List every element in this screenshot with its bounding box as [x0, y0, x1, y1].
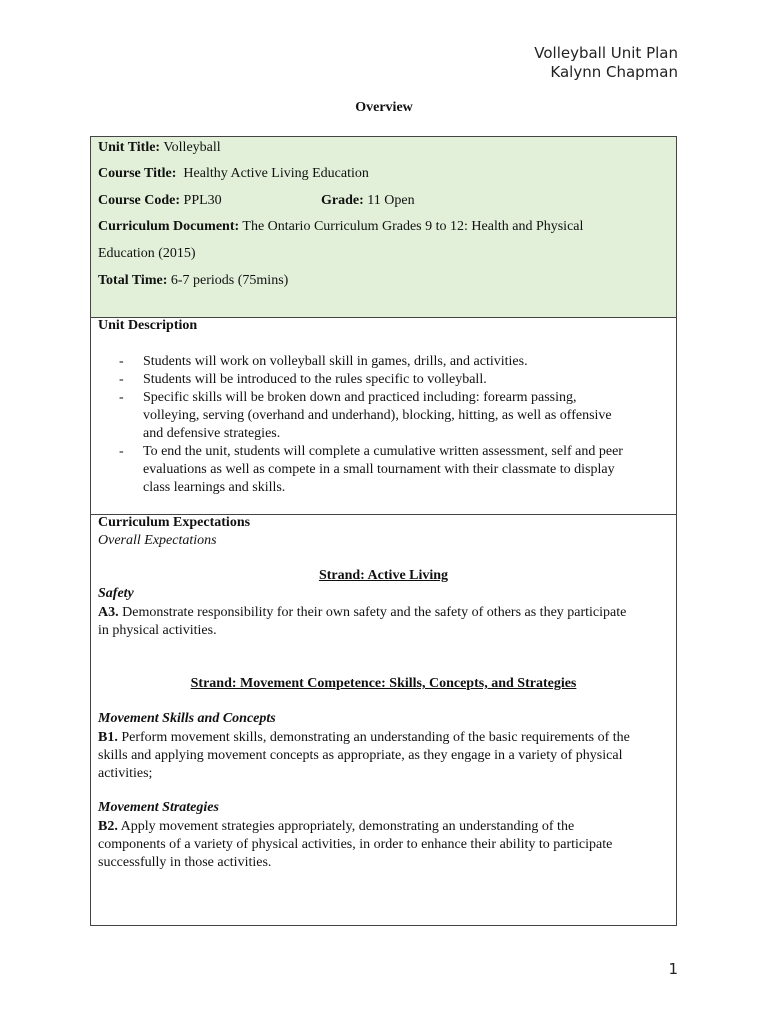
overview-table — [90, 136, 677, 926]
list-item — [119, 353, 663, 371]
bullet-marker: - — [119, 390, 124, 405]
unit-title-value: Volleyball — [163, 140, 221, 155]
list-item-line: evaluations as well as compete in a small tournament with their classmate to display — [143, 462, 615, 477]
curriculum-doc-label: Curriculum Document: — [98, 219, 240, 234]
curriculum-section — [91, 515, 676, 926]
total-time-row — [98, 273, 288, 289]
b2-text-2: components of a variety of physical activities, in order to enhance their ability to participate — [98, 837, 613, 852]
a3-text-2: in physical activities. — [98, 623, 217, 638]
bullet-marker: - — [119, 444, 124, 459]
course-code-row — [98, 193, 498, 209]
document-header — [534, 44, 678, 82]
bullet-marker: - — [119, 354, 124, 369]
course-code-value: PPL30 — [183, 193, 222, 208]
overall-expectations-label: Overall Expectations — [98, 533, 217, 548]
list-item-line: To end the unit, students will complete a cumulative written assessment, self and peer — [143, 444, 623, 459]
unit-title-label: Unit Title: — [98, 140, 161, 155]
grade-value: 11 Open — [367, 193, 415, 208]
list-item-line: and defensive strategies. — [143, 426, 281, 441]
unit-description-section — [91, 318, 676, 515]
expectation-b2 — [98, 818, 673, 872]
b1-text-2: skills and applying movement concepts as appropriate, as they engage in a variety of physical — [98, 748, 623, 763]
list-item-line: Specific skills will be broken down and practiced including: forearm passing, — [143, 390, 577, 405]
unit-info-section — [91, 137, 676, 318]
a3-code: A3. — [98, 605, 119, 620]
movement-strategies-heading: Movement Strategies — [98, 800, 219, 815]
course-title-label: Course Title: — [98, 166, 177, 181]
curriculum-doc-value: The Ontario Curriculum Grades 9 to 12: Health and Physical — [242, 219, 584, 234]
curriculum-doc-row-2 — [98, 246, 196, 262]
list-item — [119, 443, 663, 497]
list-item — [119, 371, 663, 389]
course-title-row — [98, 166, 369, 182]
strand-movement-competence: Strand: Movement Competence: Skills, Concepts, and Strategies — [190, 676, 577, 691]
course-title-value: Healthy Active Living Education — [183, 166, 369, 181]
strand-active-living: Strand: Active Living — [318, 568, 449, 583]
unit-title-row — [98, 140, 221, 156]
expectation-b1 — [98, 729, 673, 783]
header-unit-plan: Volleyball Unit Plan — [534, 44, 678, 62]
bullet-marker: - — [119, 372, 124, 387]
b2-text-1: Apply movement strategies appropriately, demonstrating an understanding of the — [120, 819, 575, 834]
b2-code: B2. — [98, 819, 118, 834]
unit-description-title: Unit Description — [98, 318, 198, 333]
expectation-a3 — [98, 604, 673, 640]
page-number: 1 — [668, 960, 678, 978]
b1-text-3: activities; — [98, 766, 153, 781]
header-author: Kalynn Chapman — [550, 63, 678, 81]
grade-label: Grade: — [321, 193, 364, 208]
curriculum-title: Curriculum Expectations — [98, 515, 251, 530]
b2-text-3: successfully in those activities. — [98, 855, 272, 870]
b1-code: B1. — [98, 730, 118, 745]
grade-field — [321, 193, 415, 209]
a3-text-1: Demonstrate responsibility for their own safety and the safety of others as they participate — [122, 605, 627, 620]
curriculum-doc-value-2: Education (2015) — [98, 246, 196, 261]
list-item-line: Students will be introduced to the rules specific to volleyball. — [143, 372, 487, 387]
overview-heading: Overview — [355, 100, 413, 115]
list-item-line: Students will work on volleyball skill in games, drills, and activities. — [143, 354, 528, 369]
unit-description-list — [119, 353, 663, 497]
list-item-line: volleying, serving (overhand and underhand), blocking, hitting, as well as offensive — [143, 408, 612, 423]
safety-heading: Safety — [98, 586, 134, 601]
list-item — [119, 389, 663, 443]
course-code-label: Course Code: — [98, 193, 181, 208]
total-time-value: 6-7 periods (75mins) — [170, 273, 289, 288]
list-item-line: class learnings and skills. — [143, 480, 286, 495]
curriculum-doc-row — [98, 219, 583, 235]
movement-skills-heading: Movement Skills and Concepts — [98, 711, 276, 726]
b1-text-1: Perform movement skills, demonstrating an understanding of the basic requirements of the — [121, 730, 630, 745]
total-time-label: Total Time: — [98, 273, 168, 288]
